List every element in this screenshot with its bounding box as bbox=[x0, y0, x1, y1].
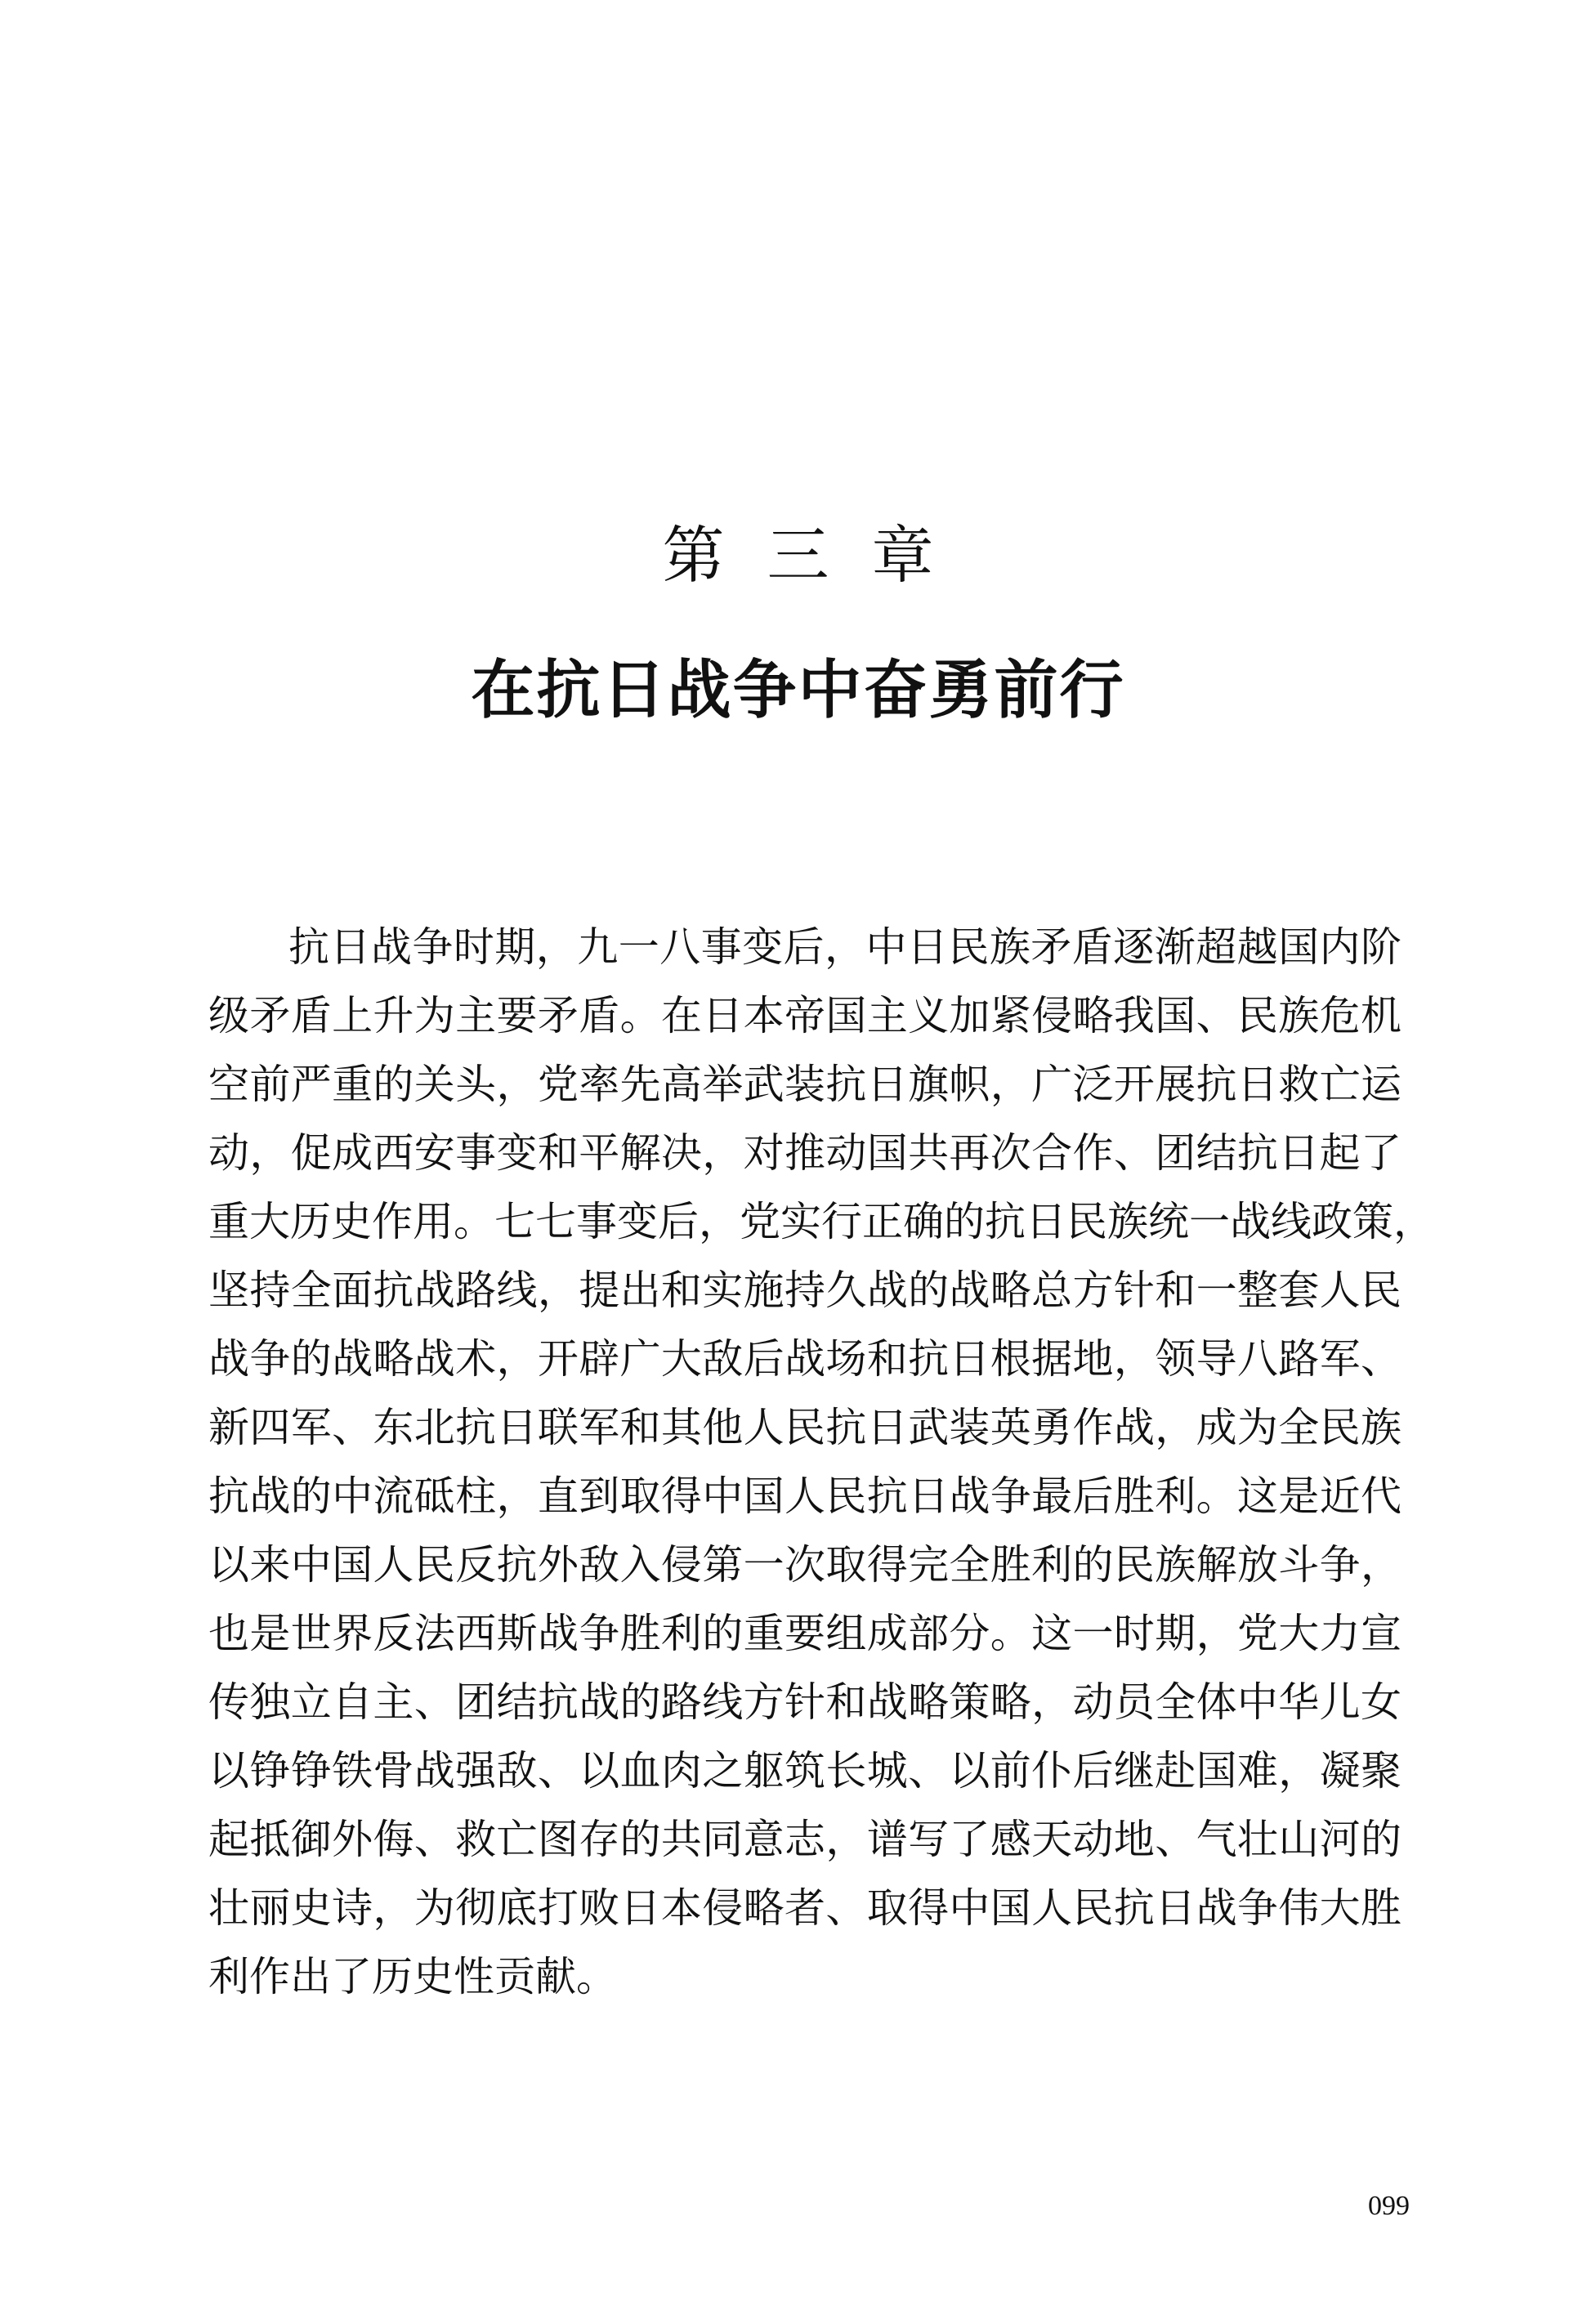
chapter-number-char: 三 bbox=[767, 519, 829, 592]
paragraph-line: 以来中国人民反抗外敌入侵第一次取得完全胜利的民族解放斗争， bbox=[208, 1541, 1402, 1589]
paragraph-line: 壮丽史诗，为彻底打败日本侵略者、取得中国人民抗日战争伟大胜 bbox=[208, 1884, 1402, 1932]
paragraph-line: 利作出了历史性贡献。 bbox=[208, 1953, 617, 2000]
chapter-title: 在抗日战争中奋勇前行 bbox=[471, 654, 1125, 727]
paragraph-line: 也是世界反法西斯战争胜利的重要组成部分。这一时期，党大力宣 bbox=[208, 1610, 1402, 1657]
paragraph-line: 动，促成西安事变和平解决，对推动国共再次合作、团结抗日起了 bbox=[208, 1129, 1402, 1177]
paragraph-line: 坚持全面抗战路线，提出和实施持久战的战略总方针和一整套人民 bbox=[208, 1267, 1402, 1314]
paragraph-line: 重大历史作用。七七事变后，党实行正确的抗日民族统一战线政策， bbox=[208, 1198, 1434, 1245]
paragraph-line: 新四军、东北抗日联军和其他人民抗日武装英勇作战，成为全民族 bbox=[208, 1404, 1402, 1451]
body-paragraph bbox=[208, 913, 1434, 2011]
paragraph-line: 抗战的中流砥柱，直到取得中国人民抗日战争最后胜利。这是近代 bbox=[208, 1473, 1402, 1520]
paragraph-line: 级矛盾上升为主要矛盾。在日本帝国主义加紧侵略我国、民族危机 bbox=[208, 992, 1402, 1039]
paragraph-line: 抗日战争时期，九一八事变后，中日民族矛盾逐渐超越国内阶 bbox=[288, 923, 1402, 971]
chapter-number-char: 第 bbox=[662, 519, 725, 592]
chapter-number-char: 章 bbox=[871, 519, 934, 592]
paragraph-line: 起抵御外侮、救亡图存的共同意志，谱写了感天动地、气壮山河的 bbox=[208, 1816, 1402, 1863]
chapter-number bbox=[0, 515, 1596, 597]
paragraph-line: 空前严重的关头，党率先高举武装抗日旗帜，广泛开展抗日救亡运 bbox=[208, 1061, 1402, 1108]
paragraph-line: 战争的战略战术，开辟广大敌后战场和抗日根据地，领导八路军、 bbox=[208, 1335, 1402, 1383]
paragraph-line: 传独立自主、团结抗战的路线方针和战略策略，动员全体中华儿女 bbox=[208, 1678, 1402, 1726]
page-number: 099 bbox=[1368, 2191, 1410, 2221]
paragraph-line: 以铮铮铁骨战强敌、以血肉之躯筑长城、以前仆后继赴国难，凝聚 bbox=[208, 1747, 1402, 1794]
